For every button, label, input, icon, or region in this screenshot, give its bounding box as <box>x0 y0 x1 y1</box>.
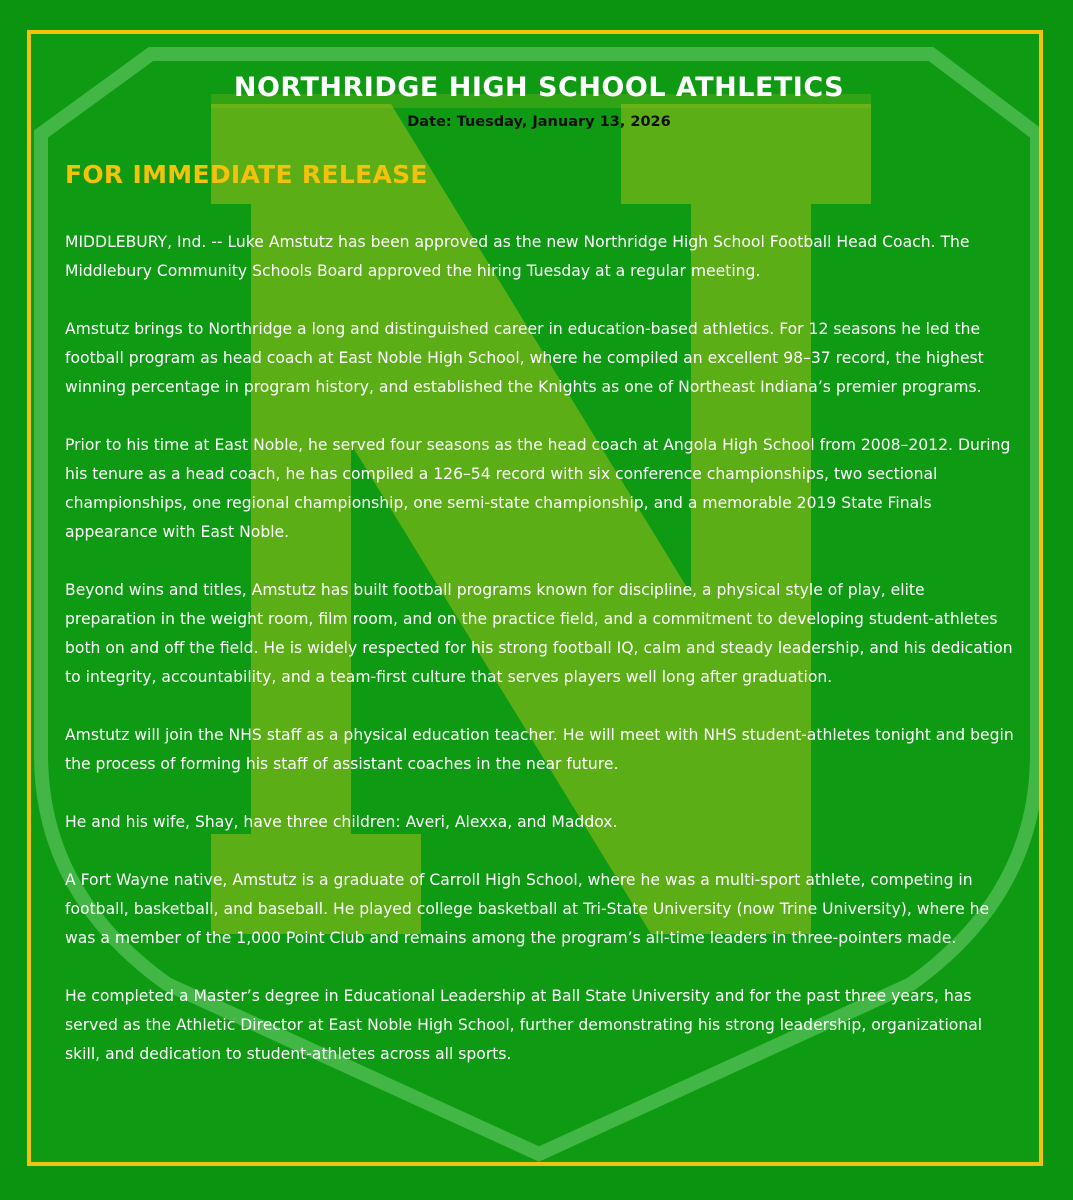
paragraph: Amstutz brings to Northridge a long and distinguished career in education-based athletics. For 12 seasons he led the football program as head coach at East Noble High School, where he compiled an excellent 98–37 record, the highest winning percentage in program history, and established the Knights as one of Northeast Indiana’s premier programs. <box>65 320 984 396</box>
press-release-frame <box>27 30 1043 1166</box>
release-body <box>65 228 1017 1098</box>
press-release-content <box>31 34 1043 1166</box>
paragraph: Amstutz will join the NHS staff as a physical education teacher. He will meet with NHS student-athletes tonight and begin the process of forming his staff of assistant coaches in the near future. <box>65 726 1014 773</box>
paragraph: He completed a Master’s degree in Educational Leadership at Ball State University and for the past three years, has served as the Athletic Director at East Noble High School, further demonstrating his strong leadership, organizational skill, and dedication to student-athletes across all sports. <box>65 987 983 1063</box>
paragraph: MIDDLEBURY, Ind. -- Luke Amstutz has been approved as the new Northridge High School Football Head Coach. The Middlebury Community Schools Board approved the hiring Tuesday at a regular meeting. <box>65 233 970 280</box>
release-date: Date: Tuesday, January 13, 2026 <box>407 114 671 130</box>
paragraph: Prior to his time at East Noble, he served four seasons as the head coach at Angola High School from 2008–2012. During his tenure as a head coach, he has compiled a 126–54 record with six conference championships, two sectional championships, one regional championship, one semi-state championship, and a memorable 2019 State Finals appearance with East Noble. <box>65 436 1011 541</box>
release-label: FOR IMMEDIATE RELEASE <box>65 160 428 189</box>
page-title: NORTHRIDGE HIGH SCHOOL ATHLETICS <box>233 72 845 103</box>
paragraph: Beyond wins and titles, Amstutz has built football programs known for discipline, a physical style of play, elite preparation in the weight room, film room, and on the practice field, and a commitment to developing student-athletes both on and off the field. He is widely respected for his strong football IQ, calm and steady leadership, and his dedication to integrity, accountability, and a team-first culture that serves players well long after graduation. <box>65 581 1013 686</box>
paragraph: A Fort Wayne native, Amstutz is a graduate of Carroll High School, where he was a multi-sport athlete, competing in football, basketball, and baseball. He played college basketball at Tri-State University (now Trine University), where he was a member of the 1,000 Point Club and remains among the program’s all-time leaders in three-pointers made. <box>65 871 990 947</box>
paragraph: He and his wife, Shay, have three children: Averi, Alexxa, and Maddox. <box>65 813 618 831</box>
